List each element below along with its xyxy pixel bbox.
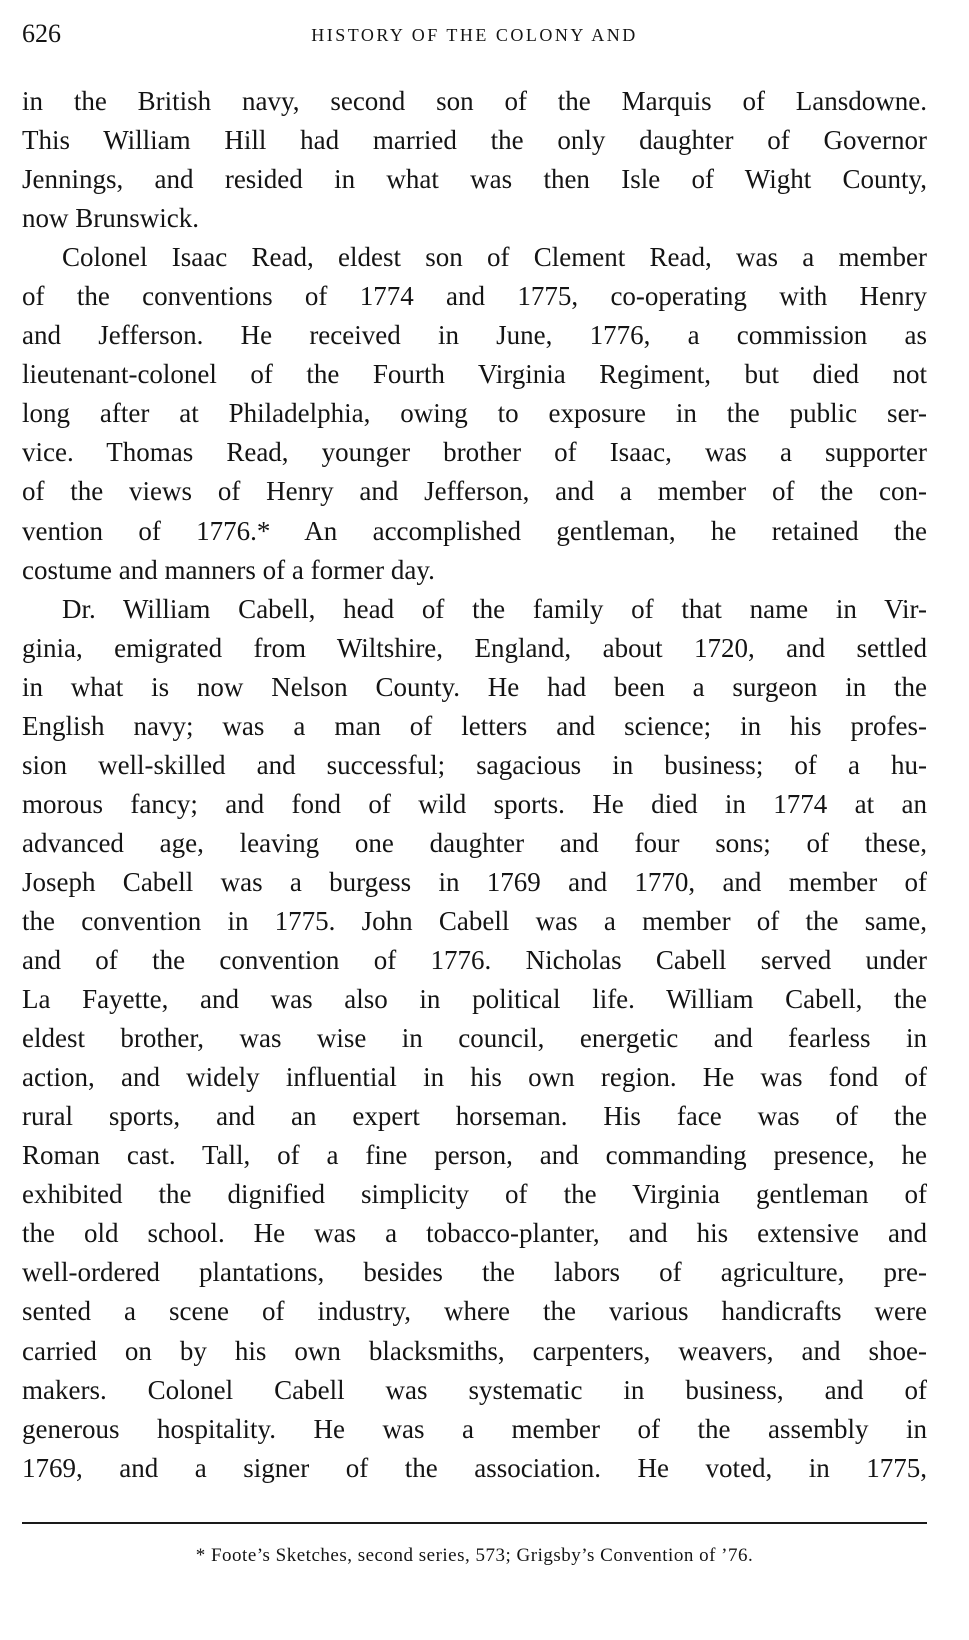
paragraph [22,238,927,589]
running-head: HISTORY OF THE COLONY AND [311,25,638,45]
text-line: now Brunswick. [22,203,199,234]
text-line: eldest brother, was wise in council, energetic and fearless in [22,1023,927,1054]
paragraph [22,82,927,238]
text-line: generous hospitality. He was a member of the assembly in [22,1413,927,1444]
text-line: makers. Colonel Cabell was systematic in business, and of [22,1374,927,1405]
text-line: 1769, and a signer of the association. He voted, in 1775, [22,1452,927,1483]
text-line: vice. Thomas Read, younger brother of Isaac, was a supporter [22,437,927,468]
text-line: rural sports, and an expert horseman. His face was of the [22,1101,927,1132]
text-line: sion well-skilled and successful; sagacious in business; of a hu- [22,749,927,780]
text-line: vention of 1776.* An accomplished gentleman, he retained the [22,515,927,546]
text-line: exhibited the dignified simplicity of the Virginia gentleman of [22,1179,927,1210]
footnote: * Foote’s Sketches, second series, 573; Grigsby’s Convention of ’76. [195,1545,754,1566]
text-line: advanced age, leaving one daughter and four sons; of these, [22,827,927,858]
text-line: the convention in 1775. John Cabell was a member of the same, [22,905,927,936]
text-line: carried on by his own blacksmiths, carpenters, weavers, and shoe- [22,1335,927,1366]
text-line: in what is now Nelson County. He had been a surgeon in the [22,671,927,702]
text-line: La Fayette, and was also in political life. William Cabell, the [22,984,927,1015]
text-line: and Jefferson. He received in June, 1776, a commission as [22,320,927,351]
text-line: sented a scene of industry, where the various handicrafts were [22,1296,927,1327]
text-line: Roman cast. Tall, of a fine person, and commanding presence, he [22,1140,927,1171]
text-line: morous fancy; and fond of wild sports. He died in 1774 at an [22,788,927,819]
text-line: long after at Philadelphia, owing to exposure in the public ser- [22,398,927,429]
text-line: Colonel Isaac Read, eldest son of Clement Read, was a member [62,242,927,273]
body-text [22,82,927,1488]
text-line: the old school. He was a tobacco-planter, and his extensive and [22,1218,927,1249]
text-line: of the views of Henry and Jefferson, and a member of the con- [22,476,927,507]
footnote-rule [22,1522,927,1524]
paragraph [22,590,927,1488]
text-line: ginia, emigrated from Wiltshire, England, about 1720, and settled [22,632,927,663]
text-line: in the British navy, second son of the Marquis of Lansdowne. [22,86,927,116]
text-line: and of the convention of 1776. Nicholas Cabell served under [22,945,927,976]
text-line: costume and manners of a former day. [22,554,435,585]
text-line: Joseph Cabell was a burgess in 1769 and 1770, and member of [22,866,927,897]
text-line: lieutenant-colonel of the Fourth Virginia Regiment, but died not [22,359,927,390]
text-line: Dr. William Cabell, head of the family of that name in Vir- [62,593,927,624]
text-line: Jennings, and resided in what was then Isle of Wight County, [22,164,927,195]
text-line: This William Hill had married the only daughter of Governor [22,125,927,156]
text-line: action, and widely influential in his own region. He was fond of [22,1062,927,1093]
text-line: English navy; was a man of letters and science; in his profes- [22,710,927,741]
text-line: of the conventions of 1774 and 1775, co-operating with Henry [22,281,927,312]
text-line: well-ordered plantations, besides the labors of agriculture, pre- [22,1257,927,1288]
page-number: 626 [22,19,61,48]
page-header [22,18,927,50]
